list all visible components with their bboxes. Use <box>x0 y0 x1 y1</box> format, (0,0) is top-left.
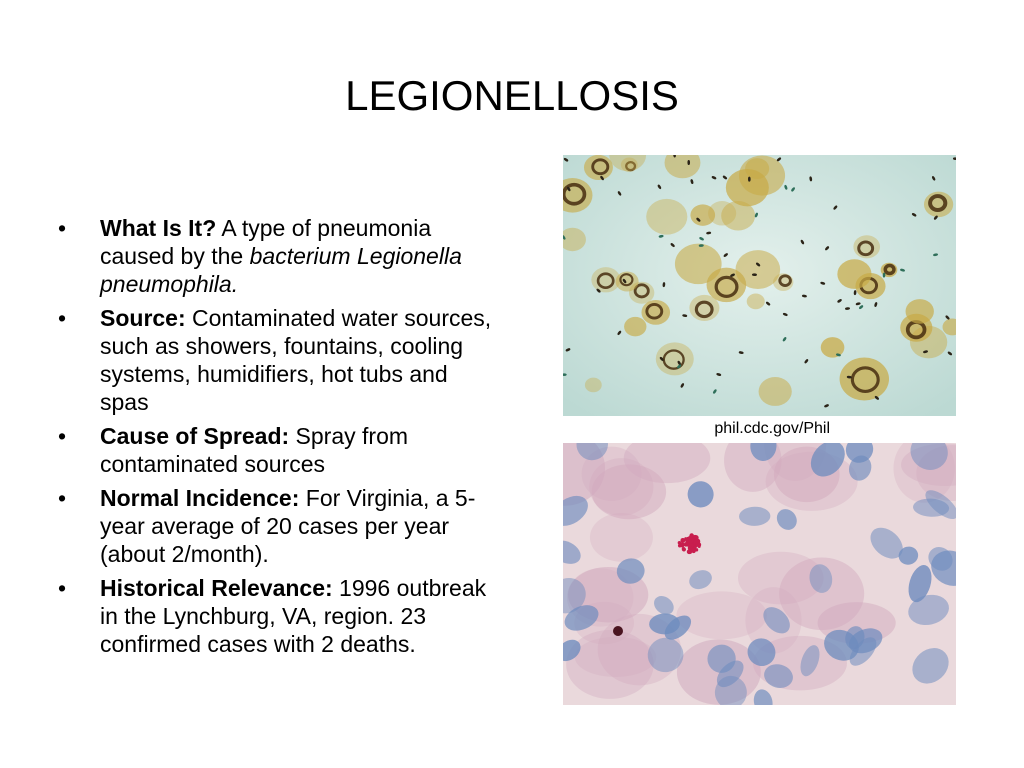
stained-cell <box>624 317 646 336</box>
bullet-heading: What Is It? <box>100 215 217 241</box>
bullet-heading: Cause of Spread: <box>100 423 290 449</box>
stained-cell <box>747 294 765 310</box>
micrograph-bottom-image <box>563 443 956 705</box>
red-stain-dot <box>691 548 694 551</box>
stained-cell <box>821 337 845 358</box>
stained-cell <box>675 244 722 285</box>
bullet-item-source <box>58 304 498 416</box>
image-credit: phil.cdc.gov/Phil <box>714 420 830 437</box>
cytoplasm <box>676 591 766 639</box>
stained-cell <box>837 259 871 289</box>
stained-cell <box>646 199 687 235</box>
stained-cell <box>840 358 889 401</box>
bullet-text: Spray from contaminated sources <box>100 423 409 477</box>
red-stain-dot <box>682 547 686 551</box>
bullet-item-historical-relevance <box>58 574 498 658</box>
stained-cell <box>906 299 934 324</box>
bullet-text: 1996 outbreak in the Lynchburg, VA, region. 23 confirmed cases with 2 deaths. <box>100 575 487 657</box>
cytoplasm <box>590 513 653 562</box>
red-stain-dot <box>695 539 701 545</box>
bullet-icon: • <box>58 215 67 241</box>
bullet-icon: • <box>58 485 67 511</box>
stained-cell <box>708 201 736 225</box>
micrograph-top-image <box>563 155 956 416</box>
bullet-text: For Virginia, a 5-year average of 20 cases per year (about 2/month). <box>100 485 476 567</box>
stained-cell <box>759 377 792 406</box>
cytoplasm <box>592 464 666 519</box>
dark-stain-dot <box>613 626 623 636</box>
bullet-icon: • <box>58 305 67 331</box>
micrograph-tissue-stain <box>563 443 956 705</box>
slide-title: LEGIONELLOSIS <box>345 72 679 119</box>
bullet-icon: • <box>58 575 67 601</box>
bullet-heading: Historical Relevance: <box>100 575 333 601</box>
bullet-emphasis: bacterium Legionella pneumophila. <box>100 243 462 297</box>
bullet-heading: Normal Incidence: <box>100 485 300 511</box>
red-stain-dot <box>680 538 685 543</box>
bullet-list <box>58 214 498 664</box>
stained-cell <box>745 158 769 179</box>
bullet-heading: Source: <box>100 305 186 331</box>
stained-cell <box>585 378 602 393</box>
red-stain-dot <box>680 542 685 547</box>
bullet-icon: • <box>58 423 67 449</box>
bullet-text: Contaminated water sources, such as showers, fountains, cooling systems, humidifiers, hot tubs and spas <box>100 305 492 415</box>
bullet-item-what-is-it <box>58 214 498 298</box>
red-stain-dot <box>689 543 692 546</box>
bullet-item-cause-of-spread <box>58 422 498 478</box>
bullet-item-normal-incidence <box>58 484 498 568</box>
red-stain-dot <box>688 536 692 540</box>
cytoplasm <box>575 637 656 677</box>
micrograph-legionella-stain <box>563 155 956 416</box>
bullet-text: A type of pneumonia caused by the <box>100 215 432 269</box>
